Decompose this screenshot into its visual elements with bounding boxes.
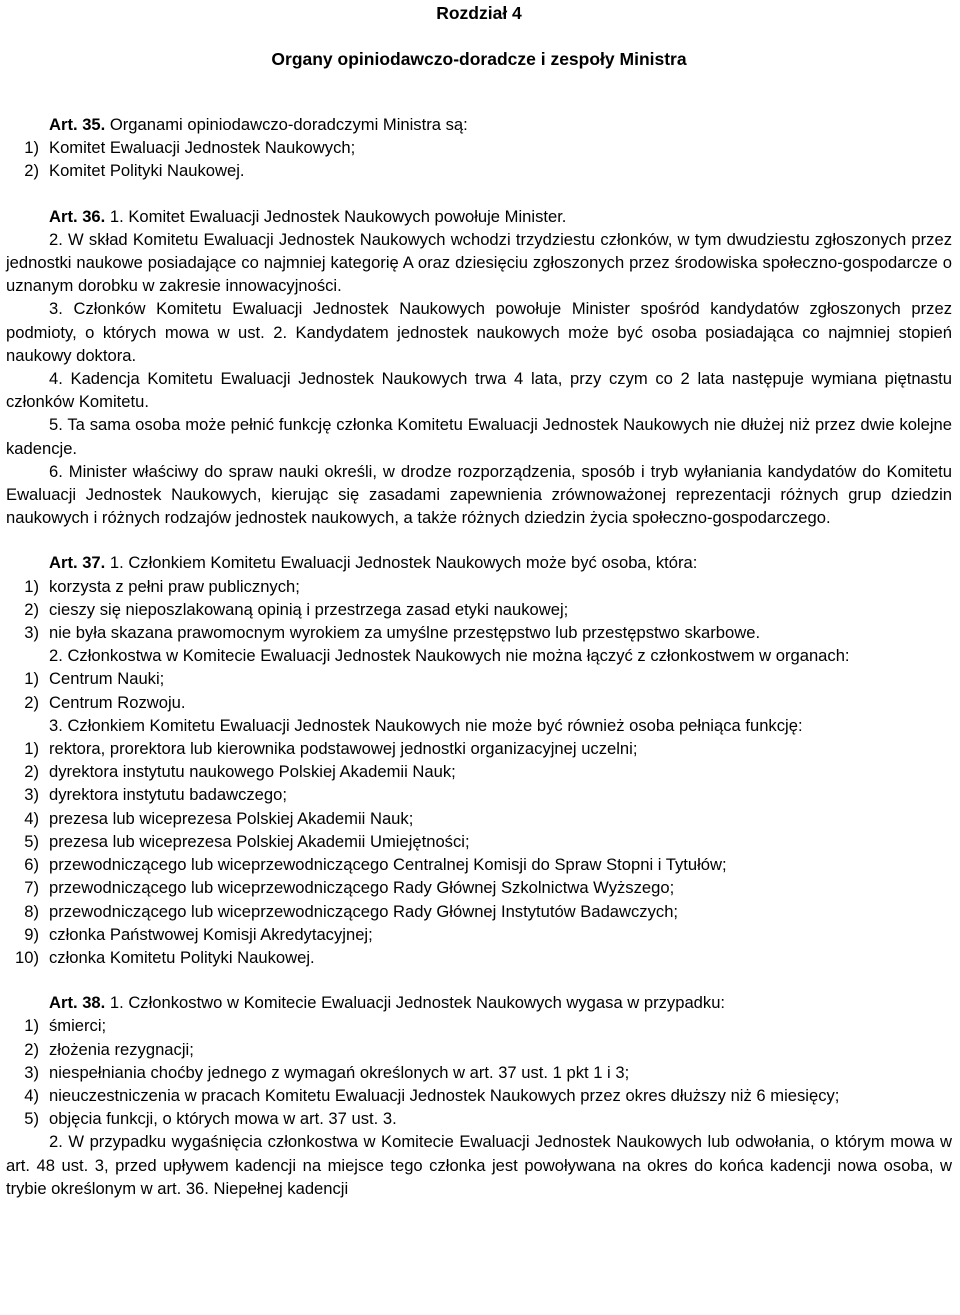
art36-para-4: [6, 367, 952, 413]
item-number: 2): [24, 599, 39, 619]
art37-p2-text: 2. Członkostwa w Komitecie Ewaluacji Jednostek Naukowych nie można łączyć z członkostwem w organach:: [49, 646, 850, 666]
art38-label: Art. 38.: [49, 993, 106, 1013]
list-item: [6, 1038, 952, 1061]
list-item: [6, 760, 952, 783]
art37-para-2: [6, 644, 952, 667]
item-number: 3): [24, 1062, 39, 1082]
item-text: śmierci;: [49, 1016, 107, 1036]
article-37: [6, 551, 952, 969]
list-item: [6, 853, 952, 876]
item-text: niespełniania choćby jednego z wymagań określonych w art. 37 ust. 1 pkt 1 i 3;: [49, 1062, 630, 1082]
list-item: [6, 900, 952, 923]
item-text: cieszy się nieposzlakowaną opinią i przestrzega zasad etyki naukowej;: [49, 599, 569, 619]
item-number: 3): [24, 623, 39, 643]
item-text: przewodniczącego lub wiceprzewodniczącego Centralnej Komisji do Spraw Stopni i Tytułów;: [49, 855, 727, 875]
item-number: 1): [24, 576, 39, 596]
item-number: 3): [24, 785, 39, 805]
item-text: Centrum Nauki;: [49, 669, 165, 689]
item-text: przewodniczącego lub wiceprzewodniczącego Rady Głównej Instytutów Badawczych;: [49, 901, 679, 921]
art36-para-6: [6, 460, 952, 530]
item-text: członka Komitetu Polityki Naukowej.: [49, 947, 315, 967]
art37-p3-text: 3. Członkiem Komitetu Ewaluacji Jednostek Naukowych nie może być również osoba pełniąca funkcję:: [49, 715, 803, 735]
item-number: 1): [24, 138, 39, 158]
list-item: [6, 1084, 952, 1107]
art37-p1-text: 1. Członkiem Komitetu Ewaluacji Jednostek Naukowych może być osoba, która:: [105, 553, 698, 573]
art36-para-5: [6, 413, 952, 459]
item-number: 2): [24, 692, 39, 712]
list-item: [6, 876, 952, 899]
item-text: złożenia rezygnacji;: [49, 1039, 194, 1059]
item-text: prezesa lub wiceprezesa Polskiej Akademii Nauk;: [49, 808, 414, 828]
list-item: [6, 598, 952, 621]
item-number: 5): [24, 831, 39, 851]
art37-para-1: [6, 551, 952, 574]
list-item: [6, 691, 952, 714]
list-item: [6, 621, 952, 644]
art36-label: Art. 36.: [49, 206, 106, 226]
art38-para-2: [6, 1130, 952, 1200]
item-number: 10): [15, 947, 39, 967]
item-number: 4): [24, 808, 39, 828]
item-number: 1): [24, 739, 39, 759]
art36-p5-text: 5. Ta sama osoba może pełnić funkcję członka Komitetu Ewaluacji Jednostek Naukowych nie dłużej niż przez dwie kolejne kadencje.: [6, 415, 952, 458]
item-number: 1): [24, 669, 39, 689]
item-number: 2): [24, 1039, 39, 1059]
art36-para-2: [6, 228, 952, 298]
item-text: dyrektora instytutu naukowego Polskiej Akademii Nauk;: [49, 762, 456, 782]
art37-para-3: [6, 714, 952, 737]
art36-para-3: [6, 297, 952, 367]
item-text: członka Państwowej Komisji Akredytacyjnej;: [49, 924, 373, 944]
item-number: 6): [24, 855, 39, 875]
art38-p1-text: 1. Członkostwo w Komitecie Ewaluacji Jednostek Naukowych wygasa w przypadku:: [105, 993, 726, 1013]
article-35: [6, 113, 952, 183]
art35-text: Organami opiniodawczo-doradczymi Ministra są:: [105, 115, 468, 134]
item-text: nie była skazana prawomocnym wyrokiem za umyślne przestępstwo lub przestępstwo skarbowe.: [49, 623, 761, 643]
list-item: [6, 575, 952, 598]
item-text: Komitet Polityki Naukowej.: [49, 161, 245, 181]
item-number: 9): [24, 924, 39, 944]
list-item: [6, 1107, 952, 1130]
art35-label: Art. 35.: [49, 115, 106, 134]
item-text: dyrektora instytutu badawczego;: [49, 785, 287, 805]
list-item: [6, 830, 952, 853]
list-item: [6, 946, 952, 969]
art36-p2-text: 2. W skład Komitetu Ewaluacji Jednostek Naukowych wchodzi trzydziestu członków, w tym dwudziestu zgłoszonych przez jednostki naukowe posiadające co najmniej kategorię A oraz dziesięciu zgłoszonych przez środowiska społeczno-gospodarcze o uznanym dorobku w zakresie innowacyjności.: [6, 229, 952, 296]
art36-para-1: [6, 205, 952, 228]
chapter-heading: Rozdział 4: [436, 3, 522, 23]
art36-p3-text: 3. Członków Komitetu Ewaluacji Jednostek Naukowych powołuje Minister spośród kandydatów zgłoszonych przez podmioty, o których mowa w ust. 2. Kandydatem jednostek naukowych może być osoba posiadająca co najmniej stopień naukowy doktora.: [6, 299, 952, 365]
art36-p4-text: 4. Kadencja Komitetu Ewaluacji Jednostek Naukowych trwa 4 lata, przy czym co 2 lata następuje wymiana piętnastu członków Komitetu.: [6, 369, 952, 412]
item-text: objęcia funkcji, o których mowa w art. 37 ust. 3.: [49, 1109, 397, 1129]
list-item: [6, 737, 952, 760]
art36-p1-text: 1. Komitet Ewaluacji Jednostek Naukowych powołuje Minister.: [105, 206, 567, 226]
item-number: 5): [24, 1109, 39, 1129]
list-item: [6, 807, 952, 830]
art38-para-1: [6, 991, 952, 1014]
chapter-title: Organy opiniodawczo-doradcze i zespoły Ministra: [271, 49, 687, 69]
item-number: 1): [24, 1016, 39, 1036]
item-text: prezesa lub wiceprezesa Polskiej Akademii Umiejętności;: [49, 831, 470, 851]
list-item: [6, 783, 952, 806]
item-number: 7): [24, 878, 39, 898]
item-text: Centrum Rozwoju.: [49, 692, 186, 712]
item-number: 2): [24, 161, 39, 181]
article-36: [6, 205, 952, 530]
list-item: [6, 159, 952, 182]
art37-label: Art. 37.: [49, 553, 106, 573]
list-item: [6, 923, 952, 946]
item-number: 8): [24, 901, 39, 921]
list-item: [6, 1014, 952, 1037]
list-item: [6, 1061, 952, 1084]
list-item: [6, 667, 952, 690]
article-38: [6, 991, 952, 1200]
art35-intro: [6, 113, 952, 136]
art36-p6-text: 6. Minister właściwy do spraw nauki określi, w drodze rozporządzenia, sposób i tryb wyłaniania kandydatów do Komitetu Ewaluacji Jednostek Naukowych, kierując się zasadami zapewnienia zrównoważonej reprezentacji różnych grup dziedzin naukowych i różnych rodzajów jednostek naukowych, a także różnych dziedzin życia społeczno-gospodarczego.: [6, 461, 952, 528]
item-text: Komitet Ewaluacji Jednostek Naukowych;: [49, 138, 356, 158]
item-text: przewodniczącego lub wiceprzewodniczącego Rady Głównej Szkolnictwa Wyższego;: [49, 878, 675, 898]
art38-p2-text: 2. W przypadku wygaśnięcia członkostwa w Komitecie Ewaluacji Jednostek Naukowych lub odwołania, o którym mowa w art. 48 ust. 3, przed upływem kadencji na miejsce tego członka jest powoływana na okres do końca kadencji nowa osoba, w trybie określonym w art. 36. Niepełnej kadencji: [6, 1132, 952, 1198]
item-text: rektora, prorektora lub kierownika podstawowej jednostki organizacyjnej uczelni;: [49, 739, 638, 759]
item-text: nieuczestniczenia w pracach Komitetu Ewaluacji Jednostek Naukowych przez okres dłuższy niż 6 miesięcy;: [49, 1085, 840, 1105]
item-text: korzysta z pełni praw publicznych;: [49, 576, 300, 596]
list-item: [6, 136, 952, 159]
item-number: 4): [24, 1085, 39, 1105]
item-number: 2): [24, 762, 39, 782]
